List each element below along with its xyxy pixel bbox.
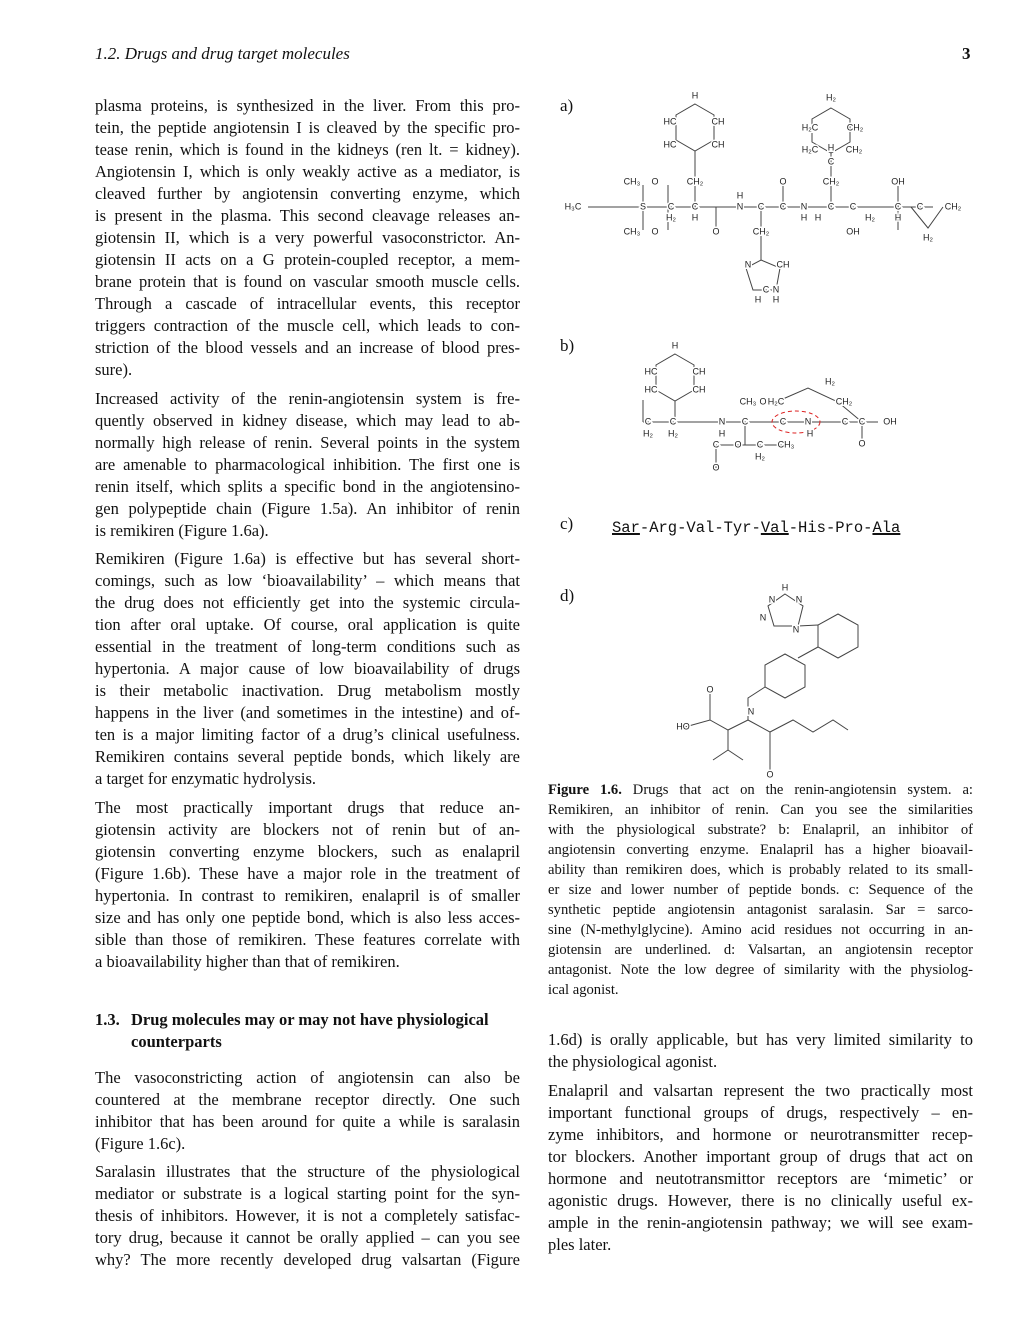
atom-label: HC — [663, 116, 677, 127]
text-line: hypertonia. In contrast to remikiren, enalapril is of smaller — [95, 885, 520, 905]
atom-label: CH — [711, 139, 725, 150]
left-column — [95, 95, 520, 1278]
text-line: ten is a major limiting factor of a drug’s clinical usefulness. — [95, 725, 520, 744]
atom-label: N — [800, 201, 808, 212]
atom-label: N — [747, 706, 755, 717]
caption-line — [548, 780, 973, 800]
atom-label: C — [858, 416, 866, 427]
text-line: the physiological agonist. — [548, 1052, 718, 1071]
text-line: Remikiren (Figure 1.6a) is effective but has several short- — [95, 549, 520, 568]
text-line: renin itself, which splits a specific bond in the angiotensino- — [95, 476, 520, 496]
text-line: hypertonia. A major cause of low bioavailability of drugs — [95, 659, 520, 678]
text-line: ples later. — [548, 1234, 612, 1254]
atom-label: C — [741, 416, 749, 427]
text-line: giotensin activity are blockers not of renin but of an- — [95, 819, 520, 839]
atom-label: H — [691, 90, 699, 101]
atom-label: CH₃ — [777, 439, 795, 450]
paragraph — [95, 1067, 520, 1155]
atom-label: H — [772, 294, 780, 305]
text-line: Increased activity of the renin-angiotensin system is fre- — [95, 388, 520, 408]
atom-label: C — [779, 416, 787, 427]
figure-label-d: d) — [560, 586, 575, 605]
atom-label: H — [814, 212, 822, 223]
text-line: ample in the renin-angiotensin pathway; we will see exam- — [548, 1212, 973, 1232]
atom-label: N — [718, 416, 726, 427]
section-title: Drug molecules may or may not have physiological counterparts — [131, 1009, 489, 1051]
atom-label: N — [792, 624, 800, 635]
atom-label: CH₂ — [835, 396, 853, 407]
text-line: The most practically important drugs that reduce an- — [95, 797, 520, 817]
text-line: sure). — [95, 360, 133, 379]
text-line: (Figure 1.6c). — [95, 1133, 186, 1153]
atom-label: CH₃ — [739, 396, 757, 407]
text-line: a bioavailability higher than that of remikiren. — [95, 951, 400, 971]
atom-label: N — [759, 612, 767, 623]
atom-label: N — [736, 201, 744, 212]
paragraph — [95, 388, 520, 542]
atom-label: CH₃ — [623, 176, 641, 187]
atom-label: O — [766, 769, 774, 780]
text-line: mediator or substrate is a logical starting point for the syn- — [95, 1184, 520, 1203]
atom-label: H — [691, 212, 699, 223]
text-line: is remikiren (Figure 1.6a). — [95, 520, 269, 540]
text-line: tease renin, which is found in the kidneys (ren lt. = kidney). — [95, 140, 520, 159]
residue-val: Val — [760, 519, 789, 537]
atom-label: H — [806, 428, 814, 439]
paragraph — [95, 1161, 520, 1271]
atom-label: C — [779, 201, 787, 212]
atom-label: C — [841, 416, 849, 427]
atom-label: C — [849, 201, 857, 212]
atom-label: O — [759, 396, 767, 407]
text-line: Enalapril and valsartan represent the two practically most — [548, 1080, 973, 1100]
atom-label: N — [744, 259, 752, 270]
atom-label: O — [858, 438, 866, 449]
section-heading — [95, 1009, 520, 1053]
atom-label: OH — [846, 226, 860, 237]
atom-label: H₂ — [666, 212, 676, 223]
caption-line: ical agonist. — [548, 982, 619, 998]
caption-line: angiotensin converting enzyme. Enalapril has a higher bioavail- — [548, 842, 973, 858]
text-line: Through a cascade of intracellular events, this receptor — [95, 294, 520, 313]
atom-label: O — [651, 226, 659, 237]
atom-label: N — [772, 284, 780, 295]
paragraph — [548, 1080, 973, 1256]
atom-label: C — [916, 201, 924, 212]
text-line: why? The more recently developed drug valsartan (Figure — [95, 1250, 520, 1269]
text-line: sible than those of remikiren. These features correlate with — [95, 929, 520, 949]
atom-label: C — [757, 201, 765, 212]
text-line: hormone and neutotransmittor receptors are ‘mimetic’ or — [548, 1168, 973, 1188]
atom-label: C — [669, 416, 677, 427]
atom-label: O — [734, 439, 742, 450]
atom-label: H₂ — [826, 92, 836, 103]
atom-label: N — [768, 594, 776, 605]
figure-label-b: b) — [560, 336, 575, 355]
atom-label: CH₂ — [686, 176, 704, 187]
atom-label: CH₃ — [623, 226, 641, 237]
text-line: a target for enzymatic hydrolysis. — [95, 769, 317, 788]
text-line: (Figure 1.6b). These have a major role in the treatment of — [95, 863, 520, 883]
atom-label: CH₂ — [845, 144, 863, 155]
text-line: Angiotensin I, which is only weakly active as a mediator, is — [95, 162, 520, 181]
text-line: thesis of inhibitors. However, it is not a completely satisfac- — [95, 1206, 520, 1225]
atom-label: HC — [644, 366, 658, 377]
atom-label: C — [667, 201, 675, 212]
atom-label: H₂C — [767, 396, 785, 407]
atom-label: O — [779, 176, 787, 187]
atom-label: H — [800, 212, 808, 223]
atom-label: H₃C — [564, 201, 582, 212]
figure-label-c: c) — [560, 514, 574, 533]
text-line: agonistic drugs. However, there is no clinically useful ex- — [548, 1190, 973, 1210]
atom-label: H — [718, 428, 726, 439]
caption-line: ability than remikiren does, which is probably related to its small- — [548, 862, 973, 878]
atom-label: O — [651, 176, 659, 187]
atom-label: C — [827, 201, 835, 212]
caption-line: antagonist. Note the low degree of similarity with the physiolog- — [548, 962, 973, 978]
atom-label: H — [827, 142, 835, 153]
right-column — [548, 1029, 973, 1262]
atom-label: C — [762, 284, 770, 295]
text-line: 1.6d) is orally applicable, but has very limited similarity to — [548, 1030, 973, 1049]
atom-label: H — [736, 190, 744, 201]
atom-label: HC — [644, 384, 658, 395]
text-line: giotensin converting enzyme blockers, such as enalapril — [95, 841, 520, 861]
atom-label: S — [639, 201, 647, 212]
atom-label: C — [827, 156, 835, 167]
enalapril-structure — [548, 340, 978, 473]
residues: -Arg-Val-Tyr- — [639, 519, 761, 537]
atom-label: OH — [883, 416, 897, 427]
caption-line: giotensin are underlined. d: Valsartan, an angiotensin receptor — [548, 942, 973, 958]
atom-label: H — [781, 582, 789, 593]
text-line: brane protein that is found on vascular smooth muscle cells. — [95, 272, 520, 291]
figure-label-a: a) — [560, 96, 574, 115]
caption-line: er size and lower number of peptide bonds. c: Sequence of the — [548, 882, 973, 898]
caption-line: synthetic peptide angiotensin antagonist saralasin. Sar = sarco- — [548, 902, 973, 918]
atom-label: C — [644, 416, 652, 427]
paragraph — [95, 95, 520, 381]
atom-label: CH₂ — [752, 226, 770, 237]
atom-label: C — [712, 439, 720, 450]
text-line: normally high release of renin. Several points in the system — [95, 432, 520, 452]
atom-label: CH — [776, 259, 790, 270]
running-header-title: 1.2. Drugs and drug target molecules — [95, 44, 350, 63]
text-line: tory drug, because it cannot be orally applied – can you see — [95, 1228, 520, 1247]
saralasin-sequence — [612, 519, 900, 537]
atom-label: O — [712, 226, 720, 237]
paragraph — [548, 1029, 973, 1073]
text-line: giotensin II acts on a G protein-coupled receptor, a mem- — [95, 250, 520, 269]
atom-label: O — [706, 684, 714, 695]
text-line: essential in the treatment of long-term conditions such as — [95, 637, 520, 656]
atom-label: HO — [676, 721, 690, 732]
atom-label: CH₂ — [944, 201, 962, 212]
atom-label: H₂ — [668, 428, 678, 439]
atom-label: H₂C — [801, 122, 819, 133]
atom-label: H — [894, 212, 902, 223]
paragraph — [95, 548, 520, 790]
figure-caption — [548, 780, 973, 1000]
text-line: quently observed in kidney disease, which may lead to ab- — [95, 410, 520, 430]
text-line: triggers contraction of the muscle cell, which leads to con- — [95, 316, 520, 335]
atom-label: H₂ — [755, 451, 765, 462]
atom-label: CH — [692, 384, 706, 395]
text-line: important functional groups of drugs, respectively – en- — [548, 1102, 973, 1122]
residue-ala: Ala — [872, 519, 901, 537]
text-line: tein, the peptide angiotensin I is cleaved by the specific pro- — [95, 118, 520, 137]
atom-label: H — [671, 340, 679, 351]
text-line: Remikiren contains several peptide bonds, which likely are — [95, 747, 520, 766]
text-line: countered at the membrane receptor directly. One such — [95, 1089, 520, 1109]
residue-sar: Sar — [612, 519, 640, 537]
text-line: cleaved further by angiotensin converting enzyme, which — [95, 184, 520, 203]
page-number: 3 — [962, 44, 971, 63]
caption-line: sine (N-methylglycine). Amino acid residues not occurring in an- — [548, 922, 973, 938]
atom-label: C — [894, 201, 902, 212]
atom-label: OH — [891, 176, 905, 187]
text-line: giotensin II, which is a very powerful vasoconstrictor. An- — [95, 228, 520, 247]
text-line: size and has only one peptide bond, which is also less acces- — [95, 907, 520, 927]
text-line: comings, such as low ‘bioavailability’ – which means that — [95, 571, 520, 590]
atom-label: CH₂ — [846, 122, 864, 133]
atom-label: HC — [663, 139, 677, 150]
section-number: 1.3. — [95, 1009, 120, 1029]
atom-label: CH — [711, 116, 725, 127]
caption-text: Drugs that act on the renin-angiotensin system. a: — [621, 782, 973, 798]
atom-label: H₂C — [801, 144, 819, 155]
caption-label: Figure 1.6. — [548, 782, 622, 798]
atom-label: CH₂ — [822, 176, 840, 187]
text-line: plasma proteins, is synthesized in the liver. From this pro- — [95, 96, 520, 115]
atom-label: H₂ — [825, 376, 835, 387]
text-line: gen polypeptide chain (Figure 1.5a). An inhibitor of renin — [95, 498, 520, 518]
text-line: tor blockers. Another important group of drugs that act on — [548, 1146, 973, 1166]
text-line: are amenable to pharmacological inhibition. The first one is — [95, 454, 520, 474]
paragraph — [95, 797, 520, 973]
text-line: tion after oral uptake. Of course, oral application is quite — [95, 615, 520, 634]
atom-label: N — [804, 416, 812, 427]
atom-label: H₂ — [643, 428, 653, 439]
text-line: the drug does not efficiently get into the systemic circula- — [95, 593, 520, 612]
atom-label: CH — [692, 366, 706, 377]
caption-line: Remikiren, an inhibitor of renin. Can you see the similarities — [548, 802, 973, 818]
text-line: The vasoconstricting action of angiotensin can also be — [95, 1067, 520, 1087]
atom-label: C — [756, 439, 764, 450]
text-line: is their metabolic inactivation. Drug metabolism mostly — [95, 681, 520, 700]
text-line: inhibitor that has been around for quite a while is saralasin — [95, 1111, 520, 1131]
atom-label: N — [795, 594, 803, 605]
valsartan-structure — [548, 580, 978, 780]
text-line: happens in the liver (and sometimes in the intestine) and of- — [95, 703, 520, 722]
text-line: Saralasin illustrates that the structure of the physiological — [95, 1162, 520, 1181]
atom-label: H₂ — [923, 232, 933, 243]
atom-label: C — [691, 201, 699, 212]
atom-label: H₂ — [865, 212, 875, 223]
text-line: striction of the blood vessels and an increase of blood pres- — [95, 338, 520, 357]
residues: -His-Pro- — [788, 519, 873, 537]
text-line: zyme inhibitors, and hormone or neurotransmitter recep- — [548, 1124, 973, 1144]
text-line: is present in the plasma. This second cleavage releases an- — [95, 206, 520, 225]
remikiren-structure — [548, 90, 978, 310]
caption-line: with the physiological substrate? b: Enalapril, an inhibitor of — [548, 822, 973, 838]
atom-label: H — [754, 294, 762, 305]
atom-label: O — [712, 462, 720, 473]
